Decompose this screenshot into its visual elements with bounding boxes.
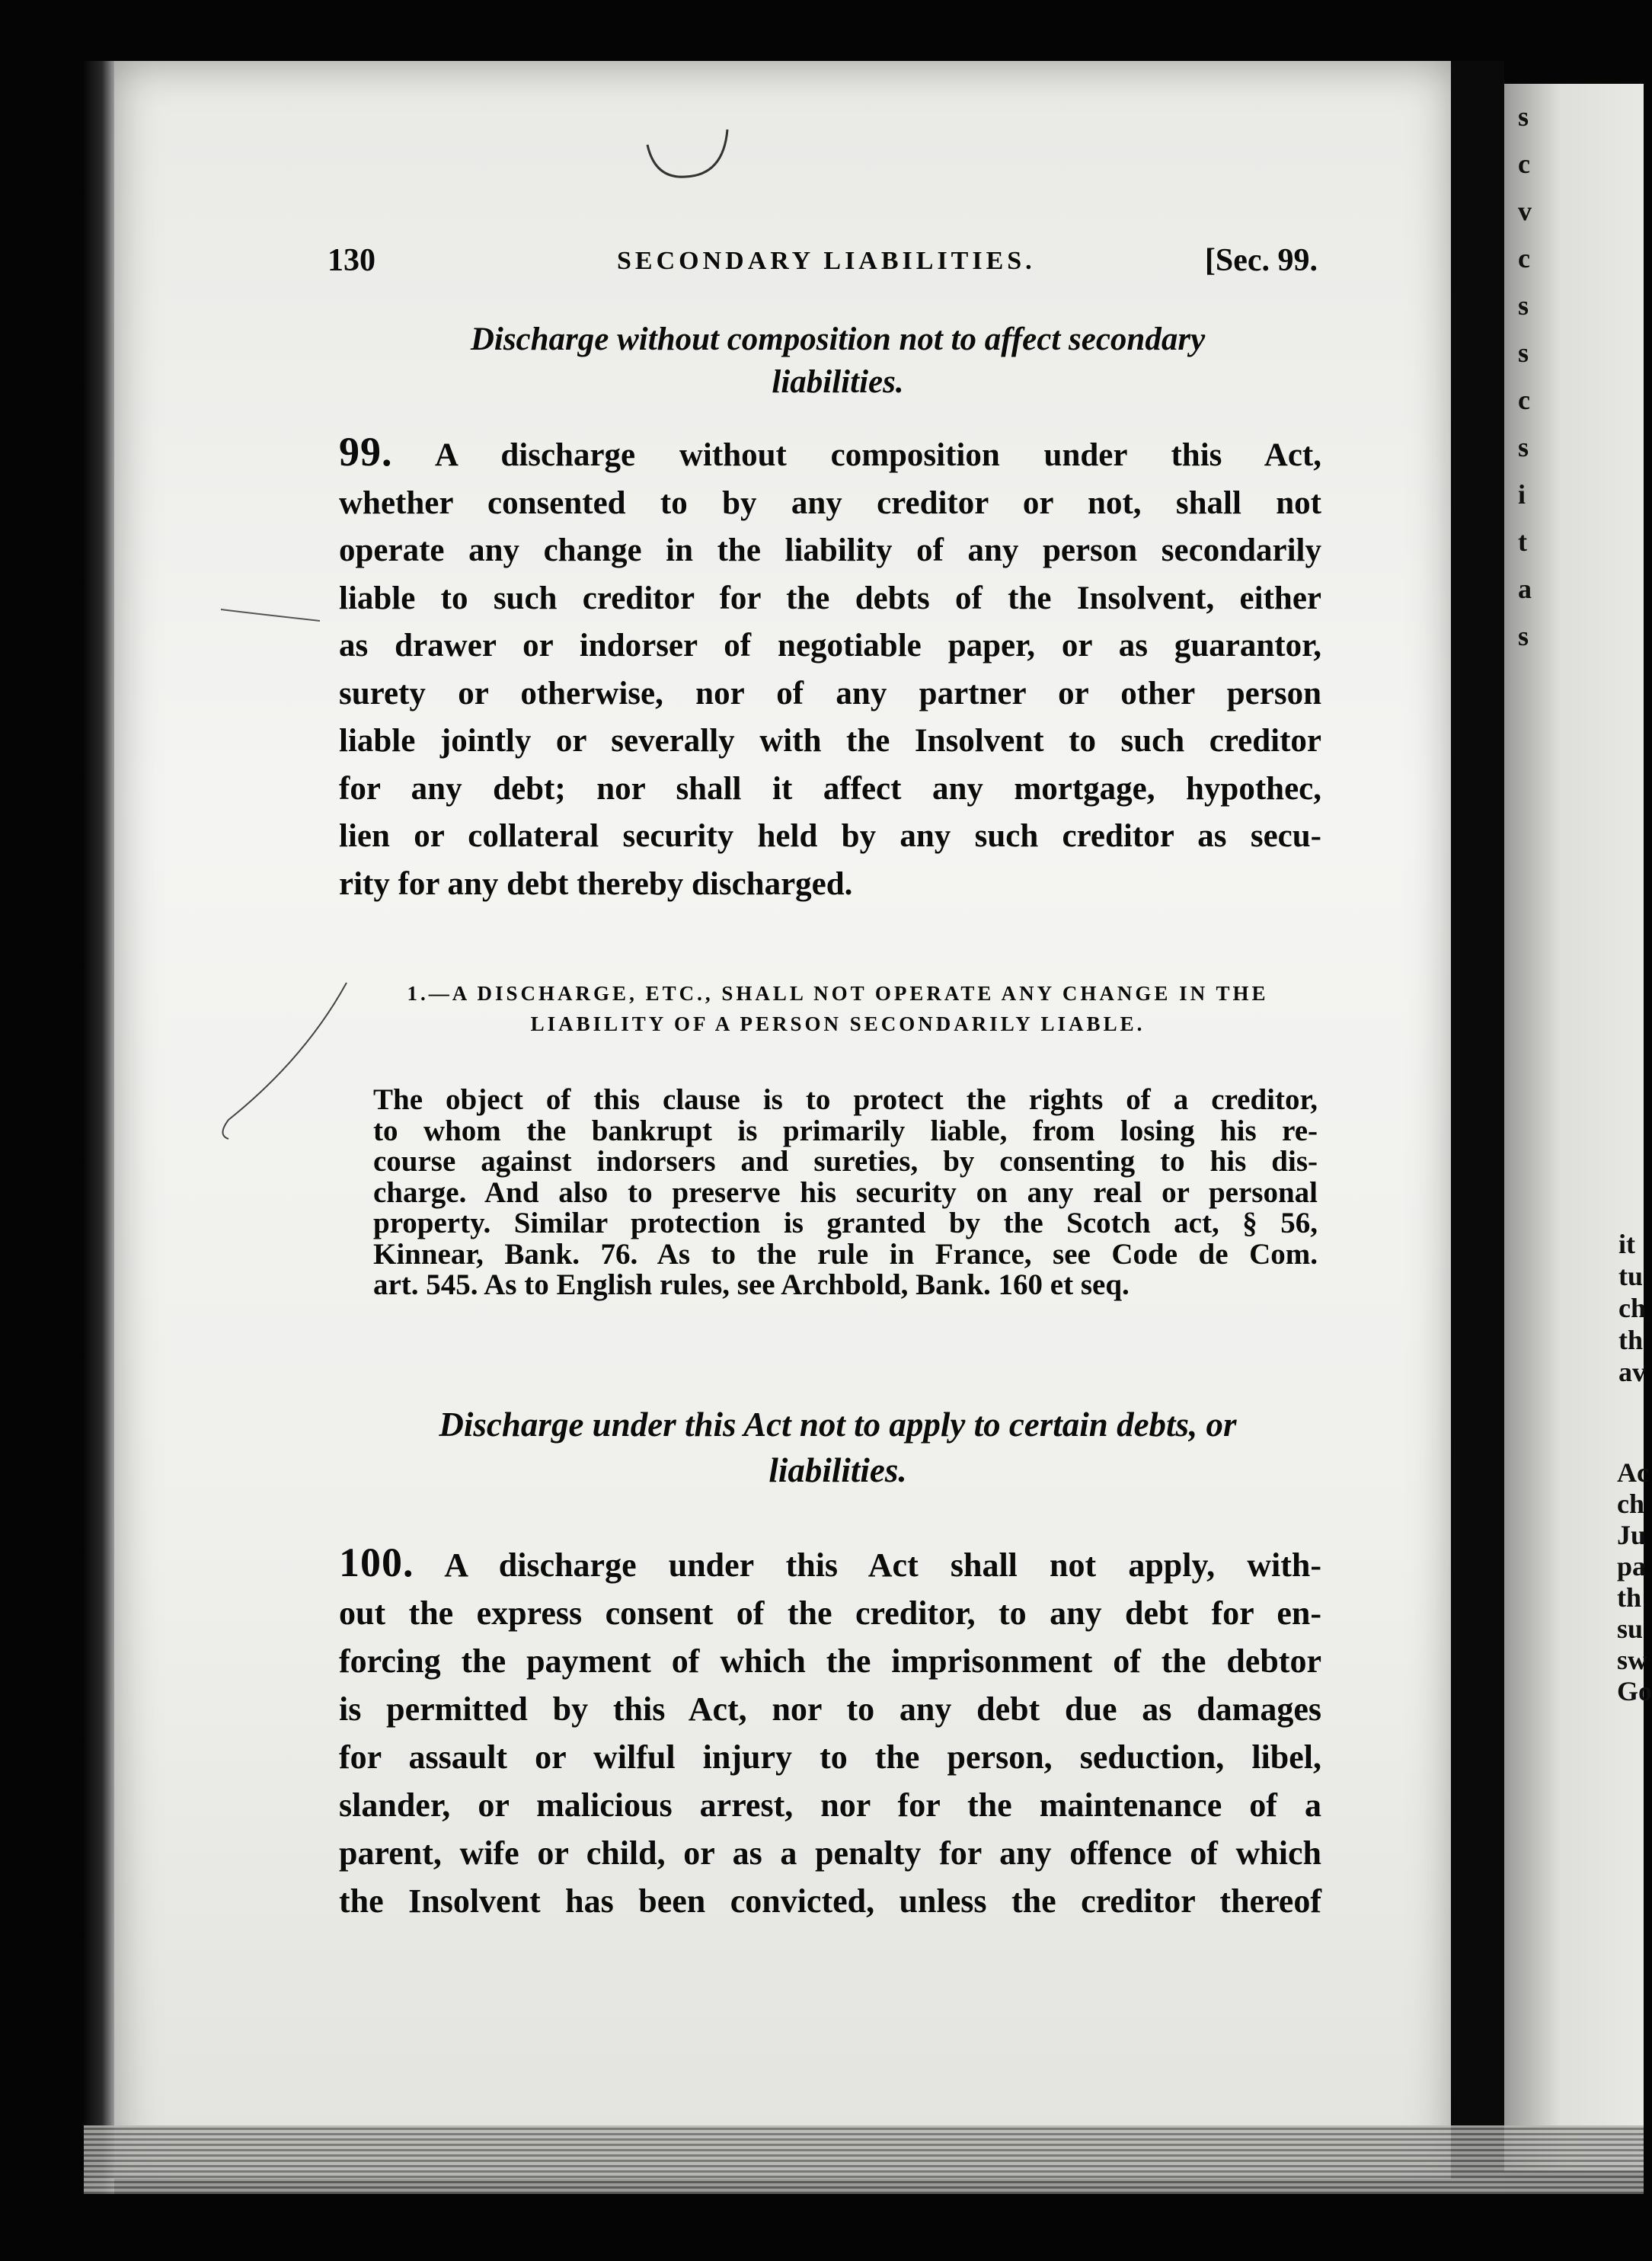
running-title: SECONDARY LIABILITIES. <box>617 247 1036 275</box>
facing-page-fragment: c <box>1518 243 1530 273</box>
paragraph-line: liable jointly or severally with the Insolvent to such creditor <box>339 723 1321 759</box>
facing-page-fragment: su <box>1617 1613 1644 1644</box>
paragraph-line: whether consented to by any creditor or not, shall not <box>339 484 1321 521</box>
paragraph-line: as drawer or indorser of negotiable paper, or as guarantor, <box>339 628 1321 664</box>
note-line: course against indorsers and sureties, by consenting to his dis- <box>373 1145 1318 1178</box>
paragraph-line: operate any change in the liability of any person secondarily <box>339 532 1321 568</box>
paragraph-line: is permitted by this Act, nor to any debt due as damages <box>339 1690 1321 1728</box>
heading-line: Discharge without composition not to affect secondary <box>470 321 1206 357</box>
section-number: 99. <box>339 429 393 475</box>
paragraph-line: 100. A discharge under this Act shall not apply, with- <box>339 1540 1321 1585</box>
note-line: Kinnear, Bank. 76. As to the rule in France, see Code de Com. <box>373 1237 1318 1271</box>
facing-page-fragment: av <box>1618 1357 1646 1387</box>
facing-page-fragment: c <box>1518 149 1530 179</box>
facing-page-fragment: pa <box>1617 1551 1647 1581</box>
facing-page-fragment: c <box>1518 385 1530 415</box>
paragraph-line: parent, wife or child, or as a penalty for any offence of which <box>339 1834 1321 1872</box>
note-heading-line: LIABILITY OF A PERSON SECONDARILY LIABLE. <box>530 1012 1146 1035</box>
paragraph-line: the Insolvent has been convicted, unless the creditor thereof <box>339 1882 1321 1920</box>
facing-page-fragment: Ac <box>1617 1457 1649 1488</box>
facing-page-fragment: ch <box>1617 1489 1644 1519</box>
facing-page-fragment: th <box>1618 1325 1644 1355</box>
facing-page-fragment: s <box>1518 432 1529 462</box>
section-marker: [Sec. 99. <box>1204 243 1318 278</box>
facing-page-fragment: a <box>1518 574 1532 604</box>
note-heading-line: 1.—A DISCHARGE, ETC., SHALL NOT OPERATE ANY CHANGE IN THE <box>407 982 1269 1005</box>
note-line: to whom the bankrupt is primarily liable, from losing his re- <box>373 1114 1318 1147</box>
paragraph-line: out the express consent of the creditor, to any debt for en- <box>339 1594 1321 1632</box>
paragraph-line: lien or collateral security held by any such creditor as secu- <box>339 818 1321 854</box>
facing-page-fragment: s <box>1518 621 1529 651</box>
page-number: 130 <box>328 243 375 278</box>
facing-page-fragment: it <box>1618 1229 1635 1259</box>
paragraph-line: liable to such creditor for the debts of the Insolvent, either <box>339 580 1321 616</box>
heading-line: liabilities. <box>768 1451 907 1489</box>
facing-page-fragment: Ju <box>1617 1520 1647 1550</box>
paragraph-line: for any debt; nor shall it affect any mortgage, hypothec, <box>339 770 1321 807</box>
facing-page-fragment: t <box>1518 526 1527 557</box>
facing-page-fragment: th <box>1617 1582 1642 1613</box>
facing-page-fragment: tu <box>1618 1261 1644 1291</box>
note-line: The object of this clause is to protect the rights of a creditor, <box>373 1083 1318 1116</box>
paragraph-line: forcing the payment of which the imprisonment of the debtor <box>339 1642 1321 1680</box>
note-line: property. Similar protection is granted by the Scotch act, § 56, <box>373 1207 1318 1239</box>
heading-line: Discharge under this Act not to apply to certain debts, or <box>439 1406 1237 1444</box>
facing-page-fragment: ch <box>1618 1293 1646 1323</box>
facing-page-fragment: i <box>1518 479 1526 510</box>
note-line: art. 545. As to English rules, see Archbold, Bank. 160 et seq. <box>373 1268 1130 1301</box>
paragraph-line: for assault or wilful injury to the person, seduction, libel, <box>339 1738 1321 1776</box>
heading-line: liabilities. <box>772 364 904 400</box>
note-line: charge. And also to preserve his security on any real or personal <box>373 1175 1318 1209</box>
paragraph-line: rity for any debt thereby discharged. <box>339 865 853 902</box>
paragraph-line: surety or otherwise, nor of any partner or other person <box>339 675 1321 712</box>
paragraph-line: slander, or malicious arrest, nor for the maintenance of a <box>339 1786 1321 1824</box>
paragraph-line: 99. A discharge without composition under this Act, <box>339 429 1321 475</box>
facing-page-fragment: v <box>1518 196 1532 226</box>
facing-page-fragment: s <box>1518 337 1529 368</box>
section-number: 100. <box>339 1540 414 1585</box>
facing-page-fragment: Go <box>1617 1676 1652 1706</box>
facing-page-fragment: s <box>1518 290 1529 321</box>
facing-page-fragment: s <box>1518 101 1529 132</box>
facing-page-fragment: sw <box>1617 1645 1648 1675</box>
